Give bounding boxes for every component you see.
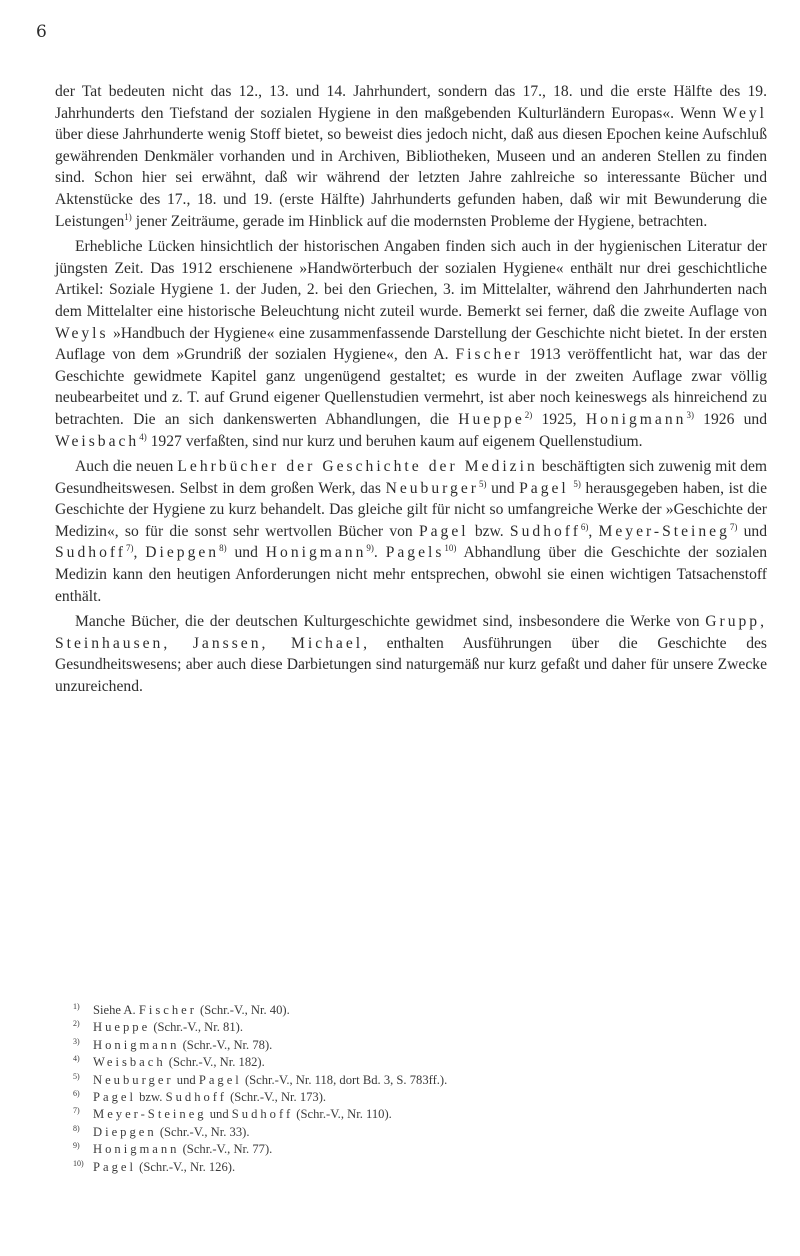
footnote-reference: 3) — [686, 409, 694, 420]
text-run: (Schr.-V., Nr. 126). — [135, 1159, 236, 1174]
spaced-name: Diepgen — [93, 1124, 157, 1139]
footnote-mark — [73, 1124, 93, 1141]
paragraph — [55, 611, 767, 697]
footnote-mark — [73, 1054, 93, 1071]
text-run: . — [373, 544, 386, 562]
footnote-mark — [73, 1106, 93, 1123]
footnote-reference: 7) — [729, 521, 738, 532]
footnote — [73, 1037, 763, 1054]
footnote — [73, 1106, 763, 1123]
paragraph — [55, 81, 767, 232]
footnote-mark — [73, 1019, 93, 1036]
body-text — [55, 81, 767, 702]
footnote-mark — [73, 1037, 93, 1054]
text-run: (Schr.-V., Nr. 110). — [293, 1107, 392, 1122]
spaced-name: Meyer-Steineg — [598, 522, 730, 540]
footnote-reference: 8) — [219, 543, 227, 554]
footnote-text — [93, 1054, 265, 1071]
footnote-text — [93, 1037, 272, 1054]
spaced-name: Pagel — [93, 1090, 136, 1105]
footnote-text — [93, 1159, 235, 1176]
footnote-mark-number: 5) — [73, 1071, 80, 1081]
text-run: beschäftigten sich zuwenig mit dem Gesundheitswesen. Selbst in dem großen Werk, das — [55, 458, 767, 497]
spaced-name: Honigmann — [93, 1037, 180, 1052]
footnote-mark-number: 2) — [73, 1019, 80, 1029]
footnote-text — [93, 1141, 272, 1158]
footnote-mark-number: 10) — [73, 1158, 84, 1168]
footnote-text — [93, 1124, 250, 1141]
footnote-mark-number: 6) — [73, 1088, 80, 1098]
text-run: bzw. — [135, 1090, 166, 1105]
text-run: und — [486, 479, 520, 497]
text-run: Siehe A. — [93, 1003, 139, 1017]
footnote-reference: 7) — [125, 543, 134, 554]
footnote-mark-number: 3) — [73, 1036, 80, 1046]
footnote-mark — [73, 1089, 93, 1106]
footnote-reference: 9) — [366, 543, 374, 554]
text-run: (Schr.-V., Nr. 77). — [179, 1142, 273, 1157]
spaced-name: Neuburger — [385, 479, 479, 497]
footnote-text — [93, 1019, 243, 1036]
text-run: und — [737, 522, 767, 540]
text-run: (Schr.-V., Nr. 173). — [226, 1090, 327, 1105]
footnote-mark — [73, 1002, 93, 1019]
text-run: , — [133, 544, 146, 562]
spaced-name: Sudhoff — [55, 544, 126, 562]
text-run: und — [173, 1072, 199, 1087]
footnote — [73, 1141, 763, 1158]
footnote-text — [93, 1002, 290, 1019]
spaced-name: Weisbach — [93, 1055, 166, 1070]
spaced-name: Neuburger — [93, 1072, 174, 1087]
footnote — [73, 1072, 763, 1089]
text-run: herausgegeben haben, ist die Geschichte der Hygiene zu kurz behandelt. Das gleiche gilt für nicht so umfangreiche Werke der »Geschichte der Medizin«, so für die sonst sehr wertvollen Bücher von — [55, 479, 768, 540]
text-run: , enthalten Ausführungen über die Geschichte des Gesundheitswesens; aber auch diese Darbietungen sind naturgemäß nur kurz gefaßt und daher für unsere Zwecke unzureichend. — [55, 634, 767, 696]
page-number: 6 — [36, 22, 47, 42]
footnote-mark — [73, 1159, 93, 1176]
footnote-mark — [73, 1141, 93, 1158]
footnote-text — [93, 1089, 326, 1106]
footnote-reference: 5) — [478, 478, 487, 489]
spaced-name: Hueppe — [458, 410, 525, 428]
spaced-name: Weyl — [722, 104, 767, 122]
footnote — [73, 1054, 763, 1071]
spaced-name: Pagel — [93, 1159, 136, 1174]
spaced-name: Honigmann — [265, 544, 367, 562]
footnote — [73, 1159, 763, 1176]
text-run: 1913 veröffentlicht hat, war das der Geschichte gewidmete Kapitel ganz ungenügend gestaltet; es wurde in der zweiten Auflage zwar völlig neubearbeitet und z. T. auf Grund eigener Quellenstudien vermehrt, ist aber noch keineswegs als hinreichend zu betrachten. Die an sich dankenswerten Abhandlungen, die — [55, 346, 767, 428]
spaced-name: Pagel — [519, 479, 569, 497]
text-run: und — [226, 544, 266, 562]
text-run: (Schr.-V., Nr. 33). — [156, 1124, 250, 1139]
spaced-name: Sudhoff — [165, 1090, 227, 1105]
paragraph — [55, 456, 767, 607]
spaced-name: Weyls — [55, 324, 109, 342]
footnote — [73, 1002, 763, 1019]
footnote-reference: 10) — [444, 543, 457, 554]
footnote — [73, 1089, 763, 1106]
text-run: Manche Bücher, die der deutschen Kulturgeschichte gewidmet sind, insbesondere die Werke von — [75, 613, 706, 631]
footnote — [73, 1124, 763, 1141]
spaced-name: Weisbach — [55, 432, 140, 450]
text-run: , — [588, 522, 599, 540]
footnote-reference: 2) — [524, 409, 533, 420]
spaced-name: Lehrbücher der Geschichte der Medizin — [177, 458, 538, 476]
spaced-name: Fischer — [138, 1003, 197, 1017]
text-run: »Handbuch der Hygiene« eine zusammenfassende Darstellung der Geschichte nicht bietet. In der ersten Auflage von dem »Grundriß der sozialen Hygiene«, den A. — [55, 324, 767, 364]
footnote-mark-number: 7) — [73, 1106, 80, 1116]
spaced-name: Pagel — [198, 1072, 242, 1087]
footnote-reference: 5) — [573, 478, 581, 489]
text-run: (Schr.-V., Nr. 182). — [165, 1055, 265, 1070]
spaced-name: Sudhoff — [231, 1107, 294, 1122]
text-run: (Schr.-V., Nr. 78). — [179, 1037, 273, 1052]
footnote-mark-number: 9) — [73, 1141, 80, 1151]
text-run: und — [206, 1107, 232, 1122]
text-run: Auch die neuen — [75, 458, 178, 476]
text-run: (Schr.-V., Nr. 40). — [196, 1003, 290, 1017]
footnote-reference: 4) — [139, 431, 147, 442]
spaced-name: Hueppe — [93, 1020, 151, 1035]
footnote-reference: 6) — [580, 521, 589, 532]
spaced-name: Meyer-Steineg — [93, 1107, 207, 1122]
footnote-mark-number: 8) — [73, 1123, 80, 1133]
footnotes — [73, 1002, 763, 1176]
spaced-name: Diepgen — [145, 544, 220, 562]
text-run: jener Zeiträume, gerade im Hinblick auf die modernsten Probleme der Hygiene, betrachten. — [131, 212, 708, 230]
text-run: Abhandlung über die Geschichte der sozialen Medizin kann den heutigen Anforderungen nicht mehr entsprechen, obwohl sie einen wichtigen Tatsachenstoff enthält. — [55, 544, 768, 605]
spaced-name: Honigmann — [585, 410, 687, 428]
text-run: der Tat bedeuten nicht das 12., 13. und 14. Jahrhundert, sondern das 17., 18. und die erste Hälfte des 19. Jahrhunderts den Tiefstand der sozialen Hygiene in den maßgebenden Kulturländern Europas«. Wenn — [55, 83, 767, 122]
text-run: (Schr.-V., Nr. 81). — [150, 1020, 243, 1035]
text-run: (Schr.-V., Nr. 118, dort Bd. 3, S. 783ff.). — [241, 1072, 448, 1087]
text-run: Erhebliche Lücken hinsichtlich der historischen Angaben finden sich auch in der hygienischen Literatur der jüngsten Zeit. Das 1912 erschienene »Handwörterbuch der sozialen Hygiene« enthält nur drei geschichtliche Artikel: Soziale Hygiene 1. der Juden, 2. bei den Griechen, 3. im Mittelalter, während den Jahrhunderten nach dem Mittelalter eine historische Beleuchtung nicht zuteil wurde. Bemerkt sei ferner, daß die zweite Auflage von — [55, 238, 767, 320]
footnote-text — [93, 1106, 392, 1123]
footnote-mark-number: 1) — [73, 1001, 80, 1011]
text-run: 1926 und — [693, 410, 767, 428]
footnote-reference: 1) — [124, 211, 132, 222]
spaced-name: Pagel — [418, 522, 469, 540]
spaced-name: Pagels — [385, 544, 445, 562]
text-run: 1927 verfaßten, sind nur kurz und beruhen kaum auf eigenem Quellenstudium. — [146, 432, 643, 450]
footnote — [73, 1019, 763, 1036]
footnote-mark — [73, 1072, 93, 1089]
footnote-mark-number: 4) — [73, 1054, 80, 1064]
text-run: über diese Jahrhunderte wenig Stoff bietet, so beweist dies jedoch nicht, daß aus diesen Epochen keine Aufschluß gewährenden Denkmäler vorhanden und in Archiven, Bibliotheken, Museen und an anderen Stellen zu finden sind. Schon hier sei erwähnt, daß wir während der letzten Jahre zahlreiche so interessante Bücher und Aktenstücke des 17., 18. und 19. (erste Hälfte) Jahrhunderts gefunden haben, daß wir mit Bewunderung die Leistungen — [55, 126, 767, 230]
spaced-name: Grupp, Steinhausen, Janssen, Michael — [55, 613, 767, 652]
spaced-name: Honigmann — [93, 1142, 180, 1157]
paragraph — [55, 236, 767, 452]
text-run: bzw. — [468, 522, 510, 540]
spaced-name: Fischer — [455, 346, 523, 364]
footnote-text — [93, 1072, 447, 1089]
text-run: 1925, — [532, 410, 586, 428]
spaced-name: Sudhoff — [509, 522, 581, 540]
